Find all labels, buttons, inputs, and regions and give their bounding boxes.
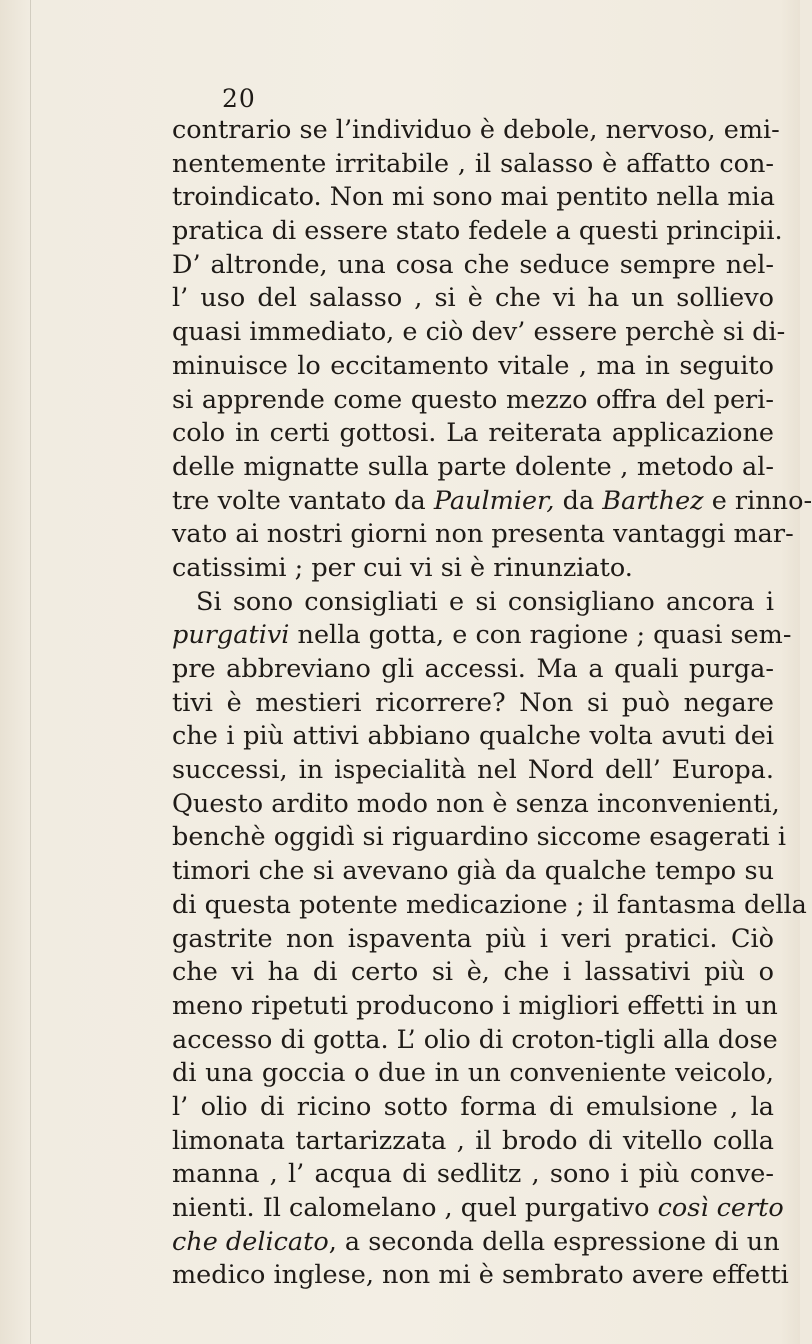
text-line — [172, 417, 774, 451]
text-segment: Si sono consigliati e si consigliano ancora i — [196, 586, 774, 617]
text-segment: minuisce lo eccitamento vitale , ma in seguito — [172, 350, 774, 381]
text-segment: D’ altronde, una cosa che seduce sempre nel- — [172, 249, 774, 280]
text-line — [172, 923, 774, 957]
text-line — [172, 1158, 774, 1192]
italic-text: che delicato — [172, 1226, 329, 1257]
text-line — [172, 282, 774, 316]
text-segment: catissimi ; per cui vi si è rinunziato. — [172, 552, 633, 583]
text-segment: medico inglese, non mi è sembrato avere effetti — [172, 1260, 789, 1291]
italic-text: Paulmier, — [433, 485, 555, 516]
text-line — [172, 586, 774, 620]
text-segment: , a seconda della espressione di un — [328, 1226, 780, 1257]
text-segment: pratica di essere stato fedele a questi principii. — [172, 216, 783, 247]
text-line — [172, 788, 780, 822]
text-line — [172, 1192, 784, 1226]
text-segment: nentemente irritabile , il salasso è affatto con- — [172, 148, 774, 179]
text-segment: che i più attivi abbiano qualche volta avuti dei — [172, 721, 774, 752]
text-line — [172, 114, 780, 148]
text-segment: manna , l’ acqua di sedlitz , sono i più conve- — [172, 1159, 774, 1190]
text-line — [172, 821, 787, 855]
text-segment: Questo ardito modo non è senza inconvenienti, — [172, 788, 780, 819]
text-line — [172, 1125, 774, 1159]
italic-text: Barthez — [602, 485, 704, 516]
text-segment: si apprende come questo mezzo offra del peri- — [172, 384, 774, 415]
text-line — [172, 215, 783, 249]
text-segment: di questa potente medicazione ; il fantasma della — [172, 889, 807, 920]
text-line — [172, 552, 774, 586]
text-line — [172, 451, 774, 485]
text-segment: vato ai nostri giorni non presenta vantaggi mar- — [172, 519, 794, 550]
text-line — [172, 1057, 774, 1091]
text-segment: successi, in ispecialità nel Nord dell’ Europa. — [172, 755, 774, 786]
text-segment: l’ uso del salasso , si è che vi ha un sollievo — [172, 283, 774, 314]
text-line — [172, 350, 774, 384]
text-segment: e rinno- — [703, 485, 812, 516]
page-number: 20 — [222, 84, 256, 113]
text-line — [172, 148, 774, 182]
text-segment: contrario se l’individuo è debole, nervoso, emi- — [172, 115, 780, 145]
text-line — [172, 754, 774, 788]
text-segment: quasi immediato, e ciò dev’ essere perchè si di- — [172, 317, 786, 348]
text-segment: troindicato. Non mi sono mai pentito nella mia — [172, 182, 775, 213]
text-segment: pre abbreviano gli accessi. Ma a quali purga- — [172, 654, 774, 684]
text-segment: timori che si avevano già da qualche tempo su — [172, 856, 774, 887]
text-segment: che vi ha di certo si è, che i lassativi più o — [172, 957, 774, 988]
text-segment: nella gotta, e con ragione ; quasi sem- — [289, 620, 792, 651]
text-line — [172, 720, 774, 754]
italic-text: purgativi — [172, 620, 290, 651]
text-segment: limonata tartarizzata , il brodo di vitello colla — [172, 1125, 774, 1156]
text-segment: da — [554, 485, 603, 516]
text-line — [172, 518, 794, 552]
text-line — [172, 855, 774, 889]
text-segment: colo in certi gottosi. La reiterata applicazione — [172, 418, 774, 449]
text-segment: di una goccia o due in un conveniente veicolo, — [172, 1058, 774, 1089]
text-segment: accesso di gotta. L’ olio di croton-tigli alla dose — [172, 1024, 778, 1055]
text-segment: l’ olio di ricino sotto forma di emulsione , la — [172, 1091, 774, 1122]
italic-text: così certo — [657, 1193, 784, 1223]
text-line — [172, 249, 774, 283]
text-segment: nienti. Il calomelano , quel purgativo — [172, 1193, 658, 1223]
text-line — [172, 956, 774, 990]
page-gutter-shadow — [30, 0, 31, 1344]
text-line — [172, 316, 786, 350]
body-text — [172, 114, 812, 1293]
text-line — [172, 889, 807, 923]
text-line — [172, 619, 792, 653]
text-line — [172, 653, 774, 687]
text-segment: gastrite non ispaventa più i veri pratici. Ciò — [172, 923, 774, 954]
text-line — [172, 1091, 774, 1125]
text-line — [172, 1259, 789, 1293]
text-line — [172, 990, 778, 1024]
text-line — [172, 181, 774, 215]
text-segment: tivi è mestieri ricorrere? Non si può negare — [172, 687, 774, 718]
text-line — [172, 687, 774, 721]
text-line — [172, 1226, 780, 1260]
text-segment: tre volte vantato da — [172, 485, 434, 516]
text-line — [172, 1024, 778, 1058]
text-line — [172, 384, 774, 418]
text-segment: benchè oggidì si riguardino siccome esagerati i — [172, 822, 787, 853]
text-segment: meno ripetuti producono i migliori effetti in un — [172, 990, 778, 1021]
text-line — [172, 485, 812, 519]
text-segment: delle mignatte sulla parte dolente , metodo al- — [172, 451, 774, 482]
